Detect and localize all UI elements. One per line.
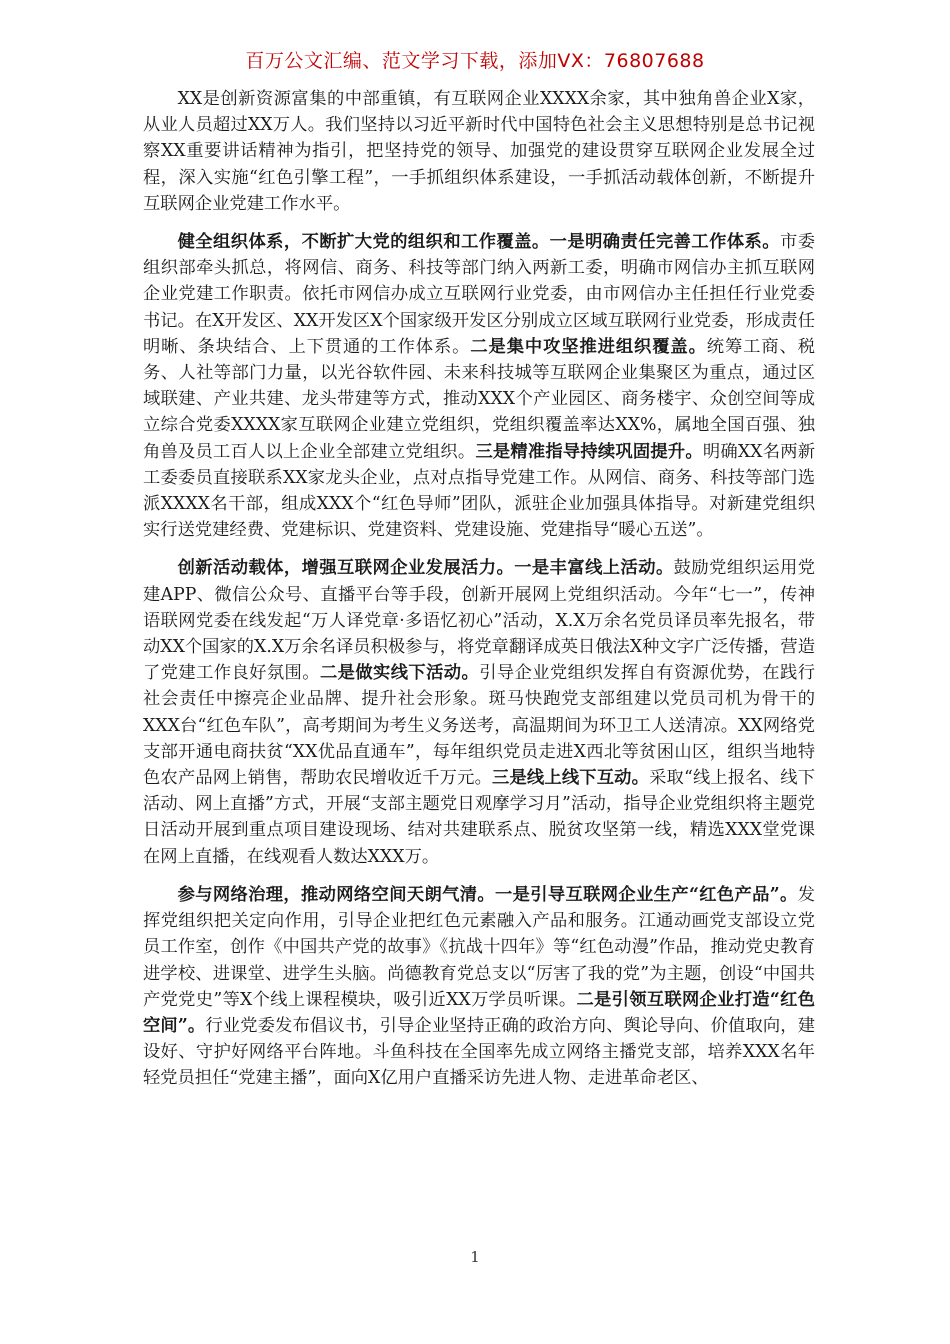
paragraph-text: XX是创新资源富集的中部重镇，有互联网企业XXXX余家，其中独角兽企业X家，从业人员超过XX万人。我们坚持以习近平新时代中国特色社会主义思想特别是总书记视察XX重要讲话精神为指引，把坚持党的领导、加强党的建设贯穿互联网企业发展全过程，深入实施“红色引擎工程”，一手抓组织体系建设，一手抓活动载体创新，不断提升互联网企业党建工作水平。 — [143, 89, 815, 214]
bold-heading-text: 参与网络治理，推动网络空间天朗气清。一是引导互联网企业生产“红色产品”。 — [177, 884, 798, 905]
bold-heading-text: 三是精准指导持续巩固提升。 — [475, 441, 703, 462]
paragraph-text: 发挥党组织把关定向作用，引导企业把红色元素融入产品和服务。江通动画党支部设立党员工作室，创作《中国共产党的故事》《抗战十四年》等“红色动漫”作品，推动党史教育进学校、进课堂、进学生头脑。尚德教育党总支以“厉害了我的党”为主题，创设“中国共产党党史”等X个线上课程模块，吸引近XX万学员听课。 — [143, 884, 815, 1010]
bold-heading-text: 二是做实线下活动。 — [319, 663, 480, 684]
body-paragraph — [143, 86, 815, 217]
bold-heading-text: 二是引领互联网企业打造“红色空间”。 — [143, 989, 815, 1036]
body-paragraph — [143, 555, 815, 869]
paragraph-text: 行业党委发布倡议书，引导企业坚持正确的政治方向、舆论导向、价值取向，建设好、守护好网络平台阵地。斗鱼科技在全国率先成立网络主播党支部，培养XXX名年轻党员担任“党建主播”，面向X亿用户直播采访先进人物、走进革命老区、 — [143, 1015, 815, 1089]
bold-heading-text: 健全组织体系，不断扩大党的组织和工作覆盖。一是明确责任完善工作体系。 — [177, 232, 780, 253]
page-number: 1 — [470, 1248, 480, 1266]
paragraph-text: 引导企业党组织发挥自有资源优势，在践行社会责任中擦亮企业品牌、提升社会形象。斑马快跑党支部组建以党员司机为骨干的XXX台“红色车队”，高考期间为考生义务送考，高温期间为环卫工人送清凉。XX网络党支部开通电商扶贫“XX优品直通车”，每年组织党员走进X西北等贫困山区，组织当地特色农产品网上销售，帮助农民增收近千万元。 — [143, 663, 815, 789]
paragraph-text: 明确XX名两新工委委员直接联系XX家龙头企业，点对点指导党建工作。从网信、商务、科技等部门选派XXXX名干部，组成XXX个“红色导师”团队，派驻企业加强具体指导。对新建党组织实行送党建经费、党建标识、党建资料、党建设施、党建指导“暖心五送”。 — [143, 441, 815, 541]
paragraph-text: 统筹工商、税务、人社等部门力量，以光谷软件园、未来科技城等互联网企业集聚区为重点，通过区域联建、产业共建、龙头带建等方式，推动XXX个产业园区、商务楼宇、众创空间等成立综合党委XXXX家互联网企业建立党组织，党组织覆盖率达XX%，属地全国百强、独角兽及员工百人以上企业全部建立党组织。 — [143, 336, 815, 462]
paragraph-text: 采取“线上报名、线下活动、网上直播”方式，开展“支部主题党日观摩学习月”活动，指导企业党组织将主题党日活动开展到重点项目建设现场、结对共建联系点、脱贫攻坚第一线，精选XXX堂党课在网上直播，在线观看人数达XXX万。 — [143, 768, 815, 867]
bold-heading-text: 三是线上线下互动。 — [492, 768, 650, 789]
paragraph-text: 鼓励党组织运用党建APP、微信公众号、直播平台等手段，创新开展网上党组织活动。今年“七一”，传神语联网党委在线发起“万人译党章·多语忆初心”活动，X.X万余名党员译员率先报名，带动XX个国家的X.X万余名译员积极参与，将党章翻译成英日俄法X种文字广泛传播，营造了党建工作良好氛围。 — [143, 558, 815, 684]
body-paragraph — [143, 882, 815, 1092]
bold-heading-text: 创新活动载体，增强互联网企业发展活力。一是丰富线上活动。 — [177, 558, 674, 579]
body-text — [143, 86, 815, 1104]
body-paragraph — [143, 229, 815, 543]
header-banner: 百万公文汇编、范文学习下载，添加VX：76807688 — [245, 50, 705, 72]
paragraph-text: 市委组织部牵头抓总，将网信、商务、科技等部门纳入两新工委，明确市网信办主抓互联网企业党建工作职责。依托市网信办成立互联网行业党委，由市网信办主任担任行业党委书记。在X开发区、XX开发区X个国家级开发区分别成立区域互联网行业党委，形成责任明晰、条块结合、上下贯通的工作体系。 — [143, 232, 815, 357]
bold-heading-text: 二是集中攻坚推进组织覆盖。 — [470, 336, 707, 357]
